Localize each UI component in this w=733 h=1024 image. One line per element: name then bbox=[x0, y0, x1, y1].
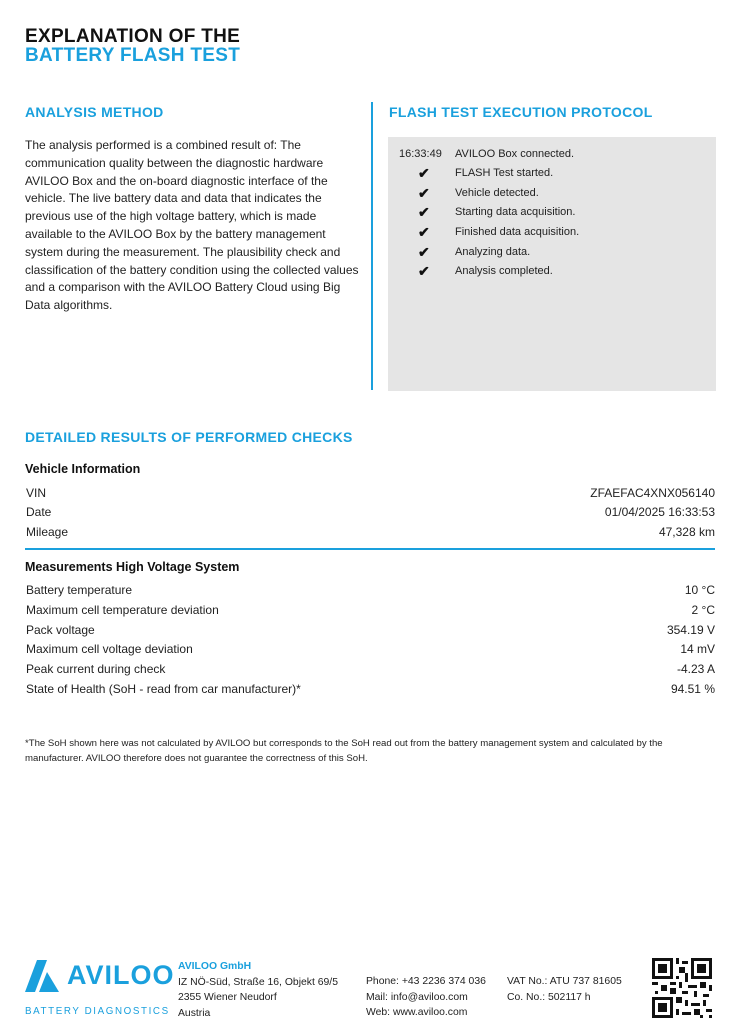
protocol-entry-text: FLASH Test started. bbox=[455, 167, 554, 179]
table-row bbox=[26, 503, 715, 522]
protocol-entry-text: Finished data acquisition. bbox=[455, 226, 580, 238]
row-label: Battery temperature bbox=[26, 583, 133, 597]
check-icon: ✔ bbox=[418, 263, 430, 279]
mail-link[interactable]: Mail: info@aviloo.com bbox=[366, 991, 468, 1003]
section-divider bbox=[25, 548, 715, 550]
row-value: 2 °C bbox=[691, 603, 715, 617]
protocol-entry bbox=[388, 203, 716, 222]
company-address bbox=[178, 959, 338, 1021]
measurements-title: Measurements High Voltage System bbox=[25, 560, 240, 574]
check-icon: ✔ bbox=[418, 244, 430, 260]
row-value: 01/04/2025 16:33:53 bbox=[604, 505, 715, 519]
protocol-entry bbox=[388, 243, 716, 262]
aviloo-logo bbox=[25, 956, 173, 996]
analysis-method-heading: ANALYSIS METHOD bbox=[25, 104, 164, 120]
company-name: AVILOO GmbH bbox=[178, 961, 252, 972]
protocol-panel bbox=[388, 137, 716, 391]
protocol-time: 16:33:49 bbox=[399, 148, 442, 160]
address-line: 2355 Wiener Neudorf bbox=[178, 992, 277, 1003]
check-icon: ✔ bbox=[418, 185, 430, 201]
column-divider bbox=[371, 102, 373, 390]
protocol-entry-text: Analyzing data. bbox=[455, 246, 531, 258]
check-icon: ✔ bbox=[418, 165, 430, 181]
table-row bbox=[26, 601, 715, 620]
row-label: State of Health (SoH - read from car manufacturer)* bbox=[26, 682, 301, 696]
phone-text: Phone: +43 2236 374 036 bbox=[366, 976, 486, 987]
row-value: 94.51 % bbox=[670, 682, 715, 696]
page-title-line2: BATTERY FLASH TEST bbox=[25, 45, 241, 66]
qr-code-icon bbox=[652, 958, 712, 1018]
protocol-entry bbox=[388, 164, 716, 183]
qr-code[interactable] bbox=[652, 958, 712, 1018]
vat-number: VAT No.: ATU 737 81605 bbox=[507, 976, 622, 987]
table-row bbox=[26, 640, 715, 659]
protocol-entry-text: Analysis completed. bbox=[455, 265, 553, 277]
protocol-entry bbox=[388, 145, 716, 164]
table-row bbox=[26, 660, 715, 679]
company-contact bbox=[366, 974, 486, 1021]
logo-wordmark: AVILOO bbox=[67, 960, 175, 990]
row-value: 10 °C bbox=[684, 583, 715, 597]
protocol-entry bbox=[388, 262, 716, 281]
row-value: 47,328 km bbox=[658, 525, 715, 539]
table-row bbox=[26, 680, 715, 699]
row-value: -4.23 A bbox=[676, 662, 715, 676]
address-line: Austria bbox=[178, 1007, 211, 1019]
protocol-entry bbox=[388, 223, 716, 242]
vehicle-info-title: Vehicle Information bbox=[25, 462, 141, 476]
aviloo-logo-mark-icon bbox=[25, 958, 65, 994]
row-label: Peak current during check bbox=[26, 662, 166, 676]
company-registration bbox=[507, 974, 622, 1005]
protocol-entry-text: Starting data acquisition. bbox=[455, 206, 576, 218]
table-row bbox=[26, 621, 715, 640]
table-row bbox=[26, 581, 715, 600]
protocol-entry-text: AVILOO Box connected. bbox=[455, 148, 575, 160]
analysis-method-text: The analysis performed is a combined result of: The communication quality between the diagnostic hardware AVILOO Box and the on-board diagnostic interface of the vehicle. The live battery data and data that indicates the previous use of the high voltage battery, which is made available to the AVILOO Box by the battery management system during the measurement. The plausibility check and classification of the battery condition using the collected values and a comparison with the AVILOO Battery Cloud using Big Data algorithms. bbox=[25, 138, 359, 313]
row-label: Maximum cell voltage deviation bbox=[26, 642, 193, 656]
row-value: ZFAEFAC4XNX056140 bbox=[590, 486, 715, 500]
protocol-entry bbox=[388, 184, 716, 203]
logo-tagline: BATTERY DIAGNOSTICS bbox=[25, 1006, 170, 1017]
row-label: Maximum cell temperature deviation bbox=[26, 603, 219, 617]
row-value: 354.19 V bbox=[666, 623, 715, 637]
check-icon: ✔ bbox=[418, 204, 430, 220]
page-title-line1: EXPLANATION OF THE bbox=[25, 26, 241, 47]
company-number: Co. No.: 502117 h bbox=[507, 991, 591, 1003]
row-value: 14 mV bbox=[680, 642, 715, 656]
row-label: Mileage bbox=[26, 525, 69, 539]
table-row bbox=[26, 484, 715, 503]
row-label: Pack voltage bbox=[26, 623, 95, 637]
protocol-entry-text: Vehicle detected. bbox=[455, 187, 539, 199]
protocol-heading: FLASH TEST EXECUTION PROTOCOL bbox=[389, 104, 653, 120]
check-icon: ✔ bbox=[418, 224, 430, 240]
row-label: Date bbox=[26, 505, 52, 519]
address-line: IZ NÖ-Süd, Straße 16, Objekt 69/5 bbox=[178, 976, 338, 988]
web-link[interactable]: Web: www.aviloo.com bbox=[366, 1007, 468, 1018]
detailed-results-heading: DETAILED RESULTS OF PERFORMED CHECKS bbox=[25, 429, 353, 445]
soh-footnote: *The SoH shown here was not calculated by AVILOO but corresponds to the SoH read out from the battery management system and calculated by the manufacturer. AVILOO therefore does not guarantee the correctness of this SoH. bbox=[25, 738, 663, 764]
table-row bbox=[26, 523, 715, 542]
row-label: VIN bbox=[26, 486, 47, 500]
